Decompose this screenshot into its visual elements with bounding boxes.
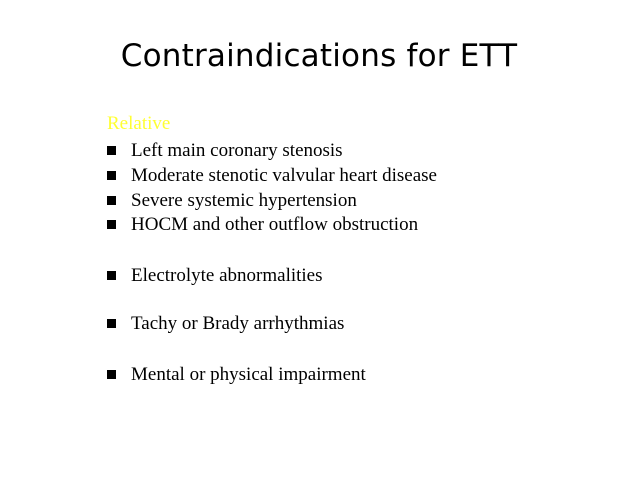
square-bullet-icon xyxy=(107,370,116,379)
list-item-text: Left main coronary stenosis xyxy=(131,140,343,161)
list-item xyxy=(107,190,357,212)
list-item xyxy=(107,165,437,187)
list-item xyxy=(107,140,343,162)
list-item xyxy=(107,364,366,386)
square-bullet-icon xyxy=(107,319,116,328)
square-bullet-icon xyxy=(107,171,116,180)
bullet-list xyxy=(107,0,607,478)
subheading-relative: Relative xyxy=(107,113,171,134)
list-item xyxy=(107,313,344,335)
list-item-text: Tachy or Brady arrhythmias xyxy=(131,313,345,334)
slide-title: Contraindications for ETT xyxy=(120,38,518,74)
square-bullet-icon xyxy=(107,220,116,229)
list-item-text: HOCM and other outflow obstruction xyxy=(131,214,419,235)
list-item-text: Mental or physical impairment xyxy=(131,364,366,385)
list-item-text: Electrolyte abnormalities xyxy=(131,265,323,286)
list-item-text: Moderate stenotic valvular heart disease xyxy=(131,165,437,186)
list-item xyxy=(107,214,418,236)
list-item xyxy=(107,265,323,287)
square-bullet-icon xyxy=(107,196,116,205)
square-bullet-icon xyxy=(107,146,116,155)
square-bullet-icon xyxy=(107,271,116,280)
list-item-text: Severe systemic hypertension xyxy=(131,190,357,211)
